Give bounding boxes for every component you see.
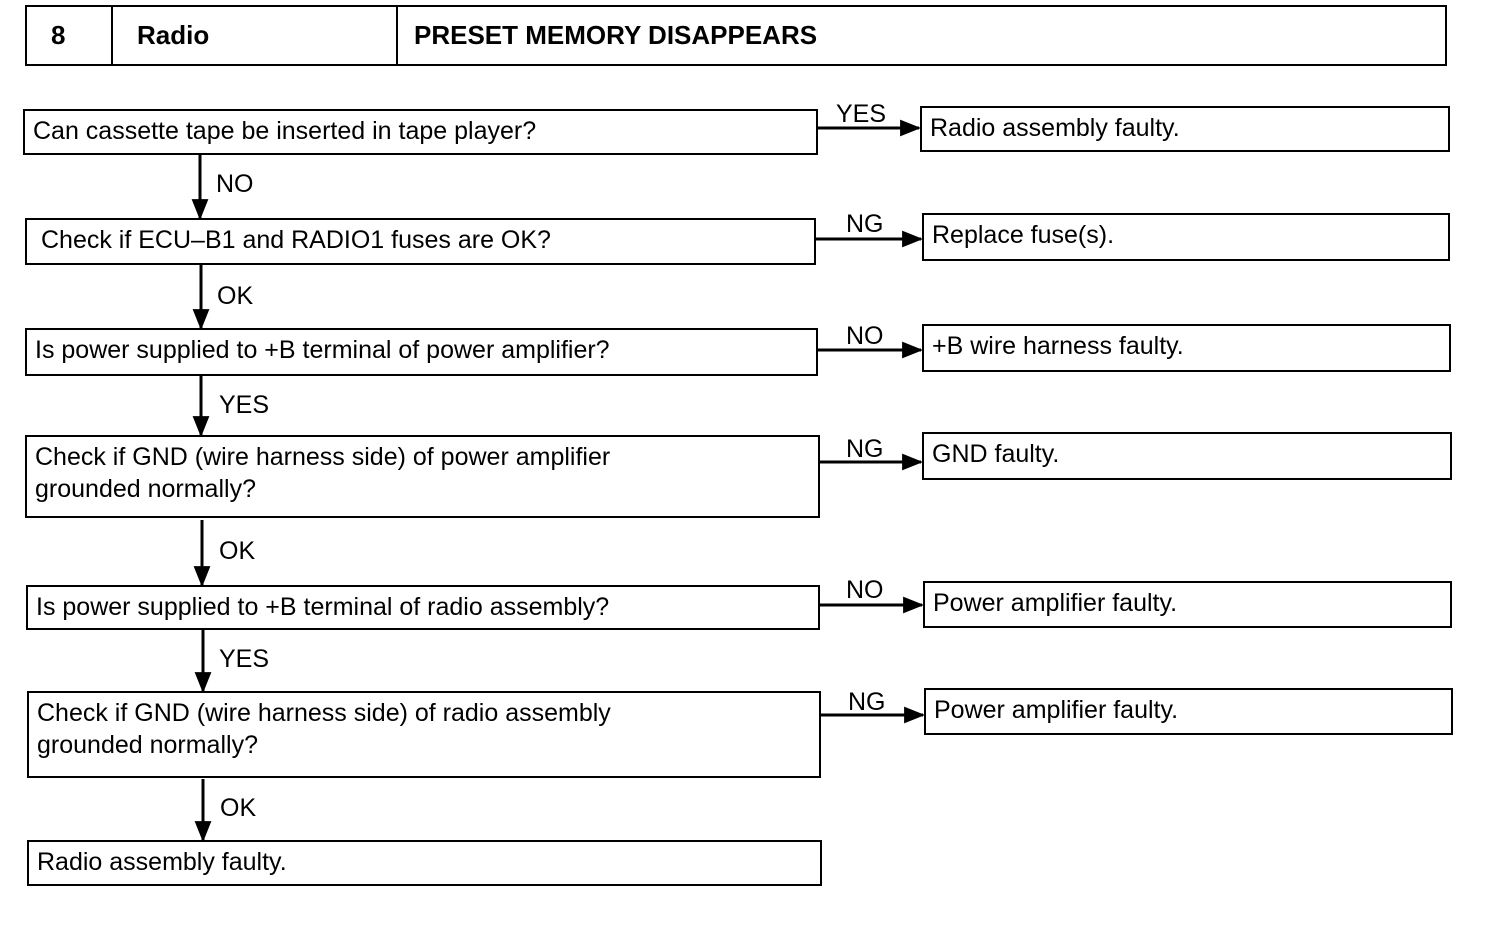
branch-label-1: YES [836,100,887,128]
question-box-3: Is power supplied to +B terminal of power amplifier? [25,328,818,376]
result-box-1: Radio assembly faulty. [920,106,1450,152]
question-box-5: Is power supplied to +B terminal of radio assembly? [26,585,820,630]
result-box-3: +B wire harness faulty. [922,324,1451,372]
question-box-6: Check if GND (wire harness side) of radio assembly grounded normally? [27,691,821,778]
header-title: PRESET MEMORY DISAPPEARS [414,20,818,50]
result-box-6: Power amplifier faulty. [924,688,1453,735]
next-label-5: YES [219,645,270,673]
question-box-1: Can cassette tape be inserted in tape player? [23,109,818,155]
branch-label-2: NG [846,210,884,238]
question-box-2: Check if ECU–B1 and RADIO1 fuses are OK? [25,218,816,265]
header-system: Radio [113,7,398,64]
branch-label-6: NG [848,688,886,716]
header-number: 8 [27,7,113,64]
result-box-5: Power amplifier faulty. [923,581,1452,628]
final-result-box: Radio assembly faulty. [27,840,822,886]
branch-label-3: NO [846,322,884,350]
result-box-2: Replace fuse(s). [922,213,1450,261]
next-label-1: NO [216,170,254,198]
next-label-4: OK [219,537,256,565]
next-label-6: OK [220,794,257,822]
branch-label-4: NG [846,435,884,463]
branch-label-5: NO [846,576,884,604]
next-label-3: YES [219,391,270,419]
result-box-4: GND faulty. [922,432,1452,480]
next-label-2: OK [217,282,254,310]
question-box-4: Check if GND (wire harness side) of power amplifier grounded normally? [25,435,820,518]
